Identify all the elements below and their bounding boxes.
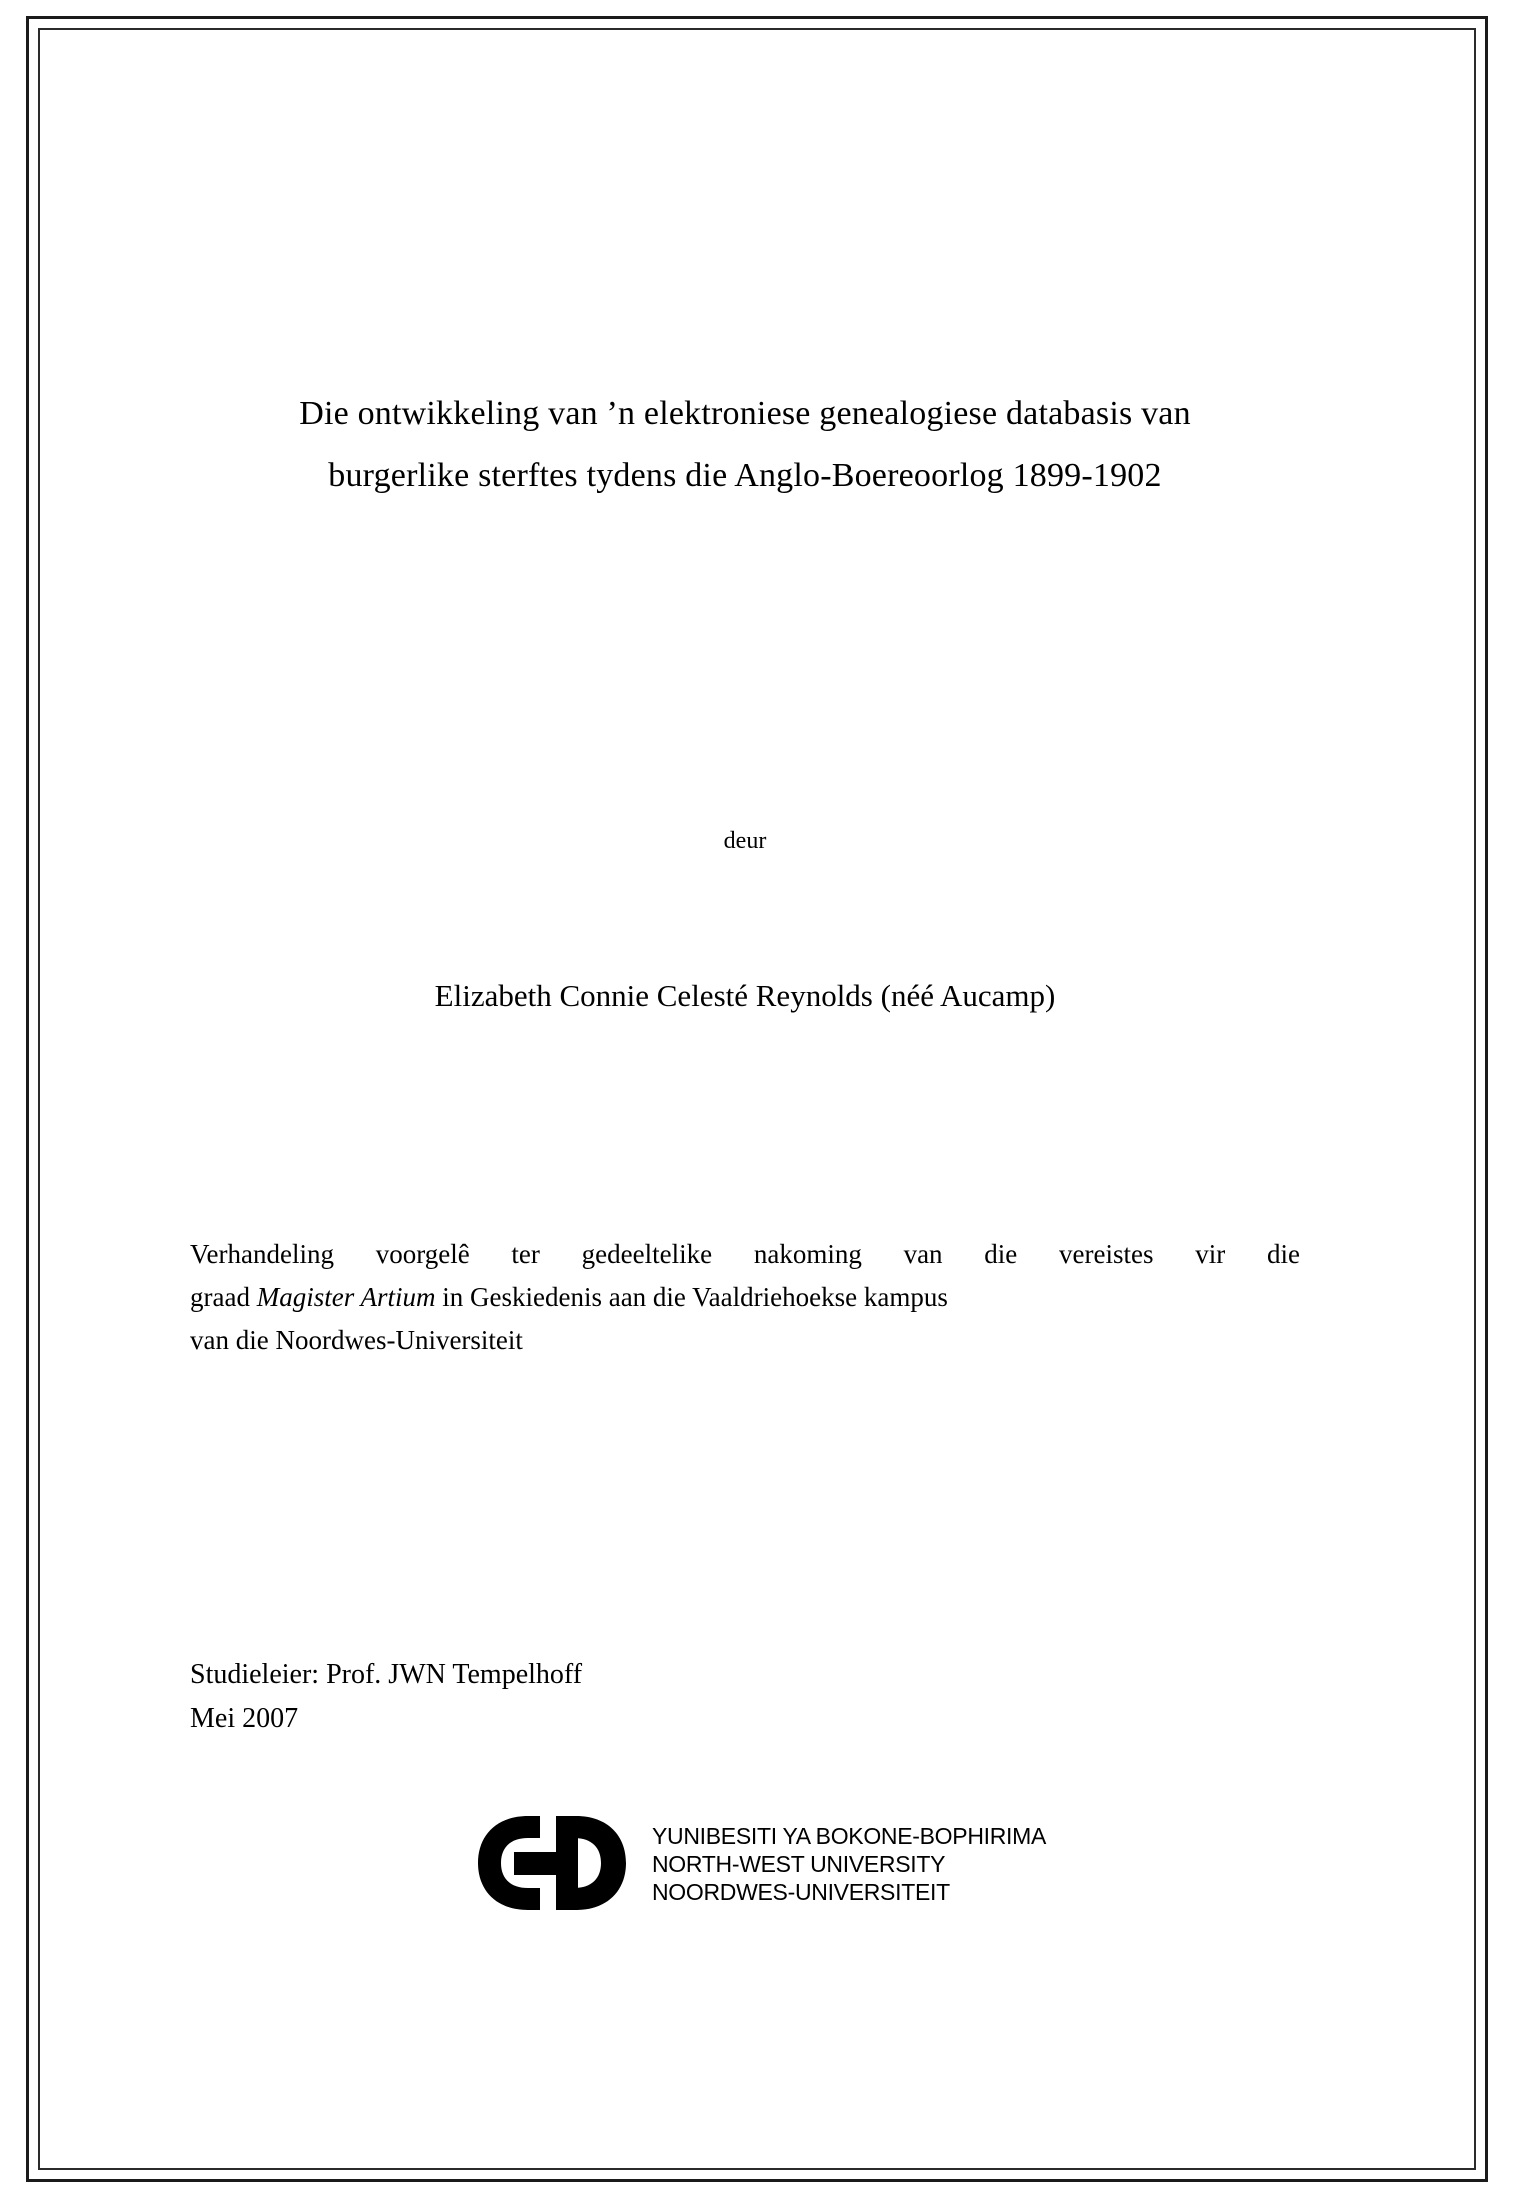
nwu-logo-icon (470, 1808, 640, 1918)
logo-line-1: YUNIBESITI YA BOKONE-BOPHIRIMA (652, 1823, 1047, 1849)
degree-statement-line-1: Verhandeling voorgelê ter gedeeltelike nakoming van die vereistes vir die (190, 1239, 1300, 1269)
supervisor-line: Studieleier: Prof. JWN Tempelhoff (190, 1659, 583, 1690)
degree-statement-line-2-pre: graad (190, 1282, 257, 1312)
logo-line-3: NOORDWES-UNIVERSITEIT (652, 1879, 950, 1905)
title-line-1: Die ontwikkeling van ’n elektroniese genealogiese databasis van (299, 395, 1191, 432)
degree-statement-line-3: van die Noordwes-Universiteit (190, 1325, 523, 1355)
degree-statement-line-2-post: in Geskiedenis aan die Vaaldriehoekse kampus (435, 1282, 948, 1312)
degree-statement (190, 1233, 1300, 1362)
logo-line-2: NORTH-WEST UNIVERSITY (652, 1851, 946, 1877)
degree-statement-line-2 (190, 1276, 1300, 1319)
date-line: Mei 2007 (190, 1703, 299, 1734)
logo-wordmark (652, 1820, 1046, 1906)
byline-label: deur (723, 828, 767, 854)
page-title (190, 383, 1300, 507)
page-content (150, 28, 1330, 2170)
university-logo (470, 1808, 1170, 1918)
degree-name-italic: Magister Artium (256, 1282, 436, 1312)
author-name: Elizabeth Connie Celesté Reynolds (néé Aucamp) (434, 978, 1056, 1013)
title-line-2: burgerlike sterftes tydens die Anglo-Boereoorlog 1899-1902 (328, 457, 1162, 494)
supervisor-and-date (190, 1653, 890, 1741)
